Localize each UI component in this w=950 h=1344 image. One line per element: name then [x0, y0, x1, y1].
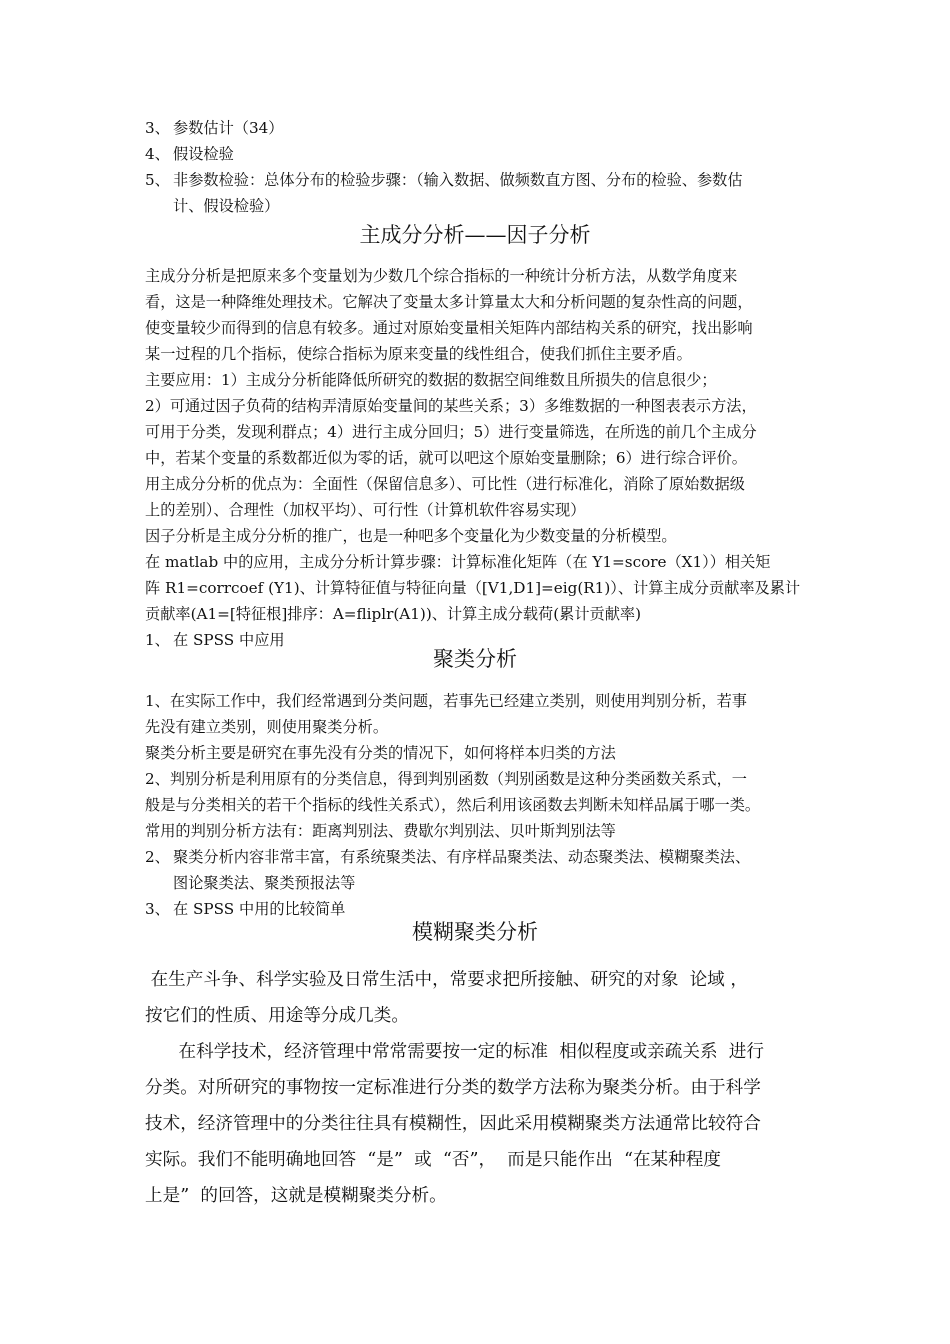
paragraph-line: 因子分析是主成分分析的推广，也是一种吧多个变量化为少数变量的分析模型。 — [145, 527, 677, 545]
paragraph-line: 在生产斗争、科学实验及日常生活中，常要求把所接触、研究的对象 论域 ， — [145, 970, 748, 990]
paragraph-line: 使变量较少而得到的信息有较多。通过对原始变量相关矩阵内部结构关系的研究，找出影响 — [145, 319, 753, 337]
list-item — [145, 115, 810, 141]
list-item — [145, 844, 810, 870]
section-body-pca — [145, 263, 810, 653]
paragraph-line: 按它们的性质、用途等分成几类。 — [145, 1006, 409, 1026]
paragraph-line: 用主成分分析的优点为：全面性（保留信息多）、可比性（进行标准化，消除了原始数据级 — [145, 475, 745, 493]
list-text: 参数估计（34） — [173, 119, 284, 137]
paragraph-line: 中，若某个变量的系数都近似为零的话，就可以吧这个原始变量删除；6）进行综合评价。 — [145, 449, 747, 467]
paragraph-line: 主要应用：1）主成分分析能降低所研究的数据的数据空间维数且所损失的信息很少； — [145, 371, 717, 389]
list-number: 2、 — [145, 848, 170, 866]
paragraph-line: 常用的判别分析方法有：距离判别法、费歇尔判别法、贝叶斯判别法等 — [145, 822, 616, 840]
paragraph-line: 某一过程的几个指标，使综合指标为原来变量的线性组合，使我们抓住主要矛盾。 — [145, 345, 692, 363]
list-item — [145, 167, 810, 193]
list-text: 在 SPSS 中应用 — [173, 631, 285, 649]
paragraph-line: 2）可通过因子负荷的结构弄清原始变量间的某些关系；3）多维数据的一种图表表示方法， — [145, 397, 757, 415]
paragraph-line: 贡献率(A1=[特征根]排序：A=fliplr(A1))、计算主成分载荷(累计贡献率) — [145, 605, 642, 623]
paragraph-line: 在 matlab 中的应用，主成分分析计算步骤：计算标准化矩阵（在 Y1=score（X1））相关矩 — [145, 553, 771, 571]
list-text: 在 SPSS 中用的比较简单 — [173, 900, 346, 918]
list-number: 3、 — [145, 900, 170, 918]
paragraph-line: 聚类分析主要是研究在事先没有分类的情况下，如何将样本归类的方法 — [145, 744, 616, 762]
paragraph-line: 技术，经济管理中的分类往往具有模糊性，因此采用模糊聚类方法通常比较符合 — [145, 1114, 761, 1134]
paragraph-line: 实际。我们不能明确地回答 “是” 或 “否”， 而是只能作出 “在某种程度 — [145, 1150, 721, 1170]
paragraph-line: 主成分分析是把原来多个变量划为少数几个综合指标的一种统计分析方法，从数学角度来 — [145, 267, 738, 285]
paragraph-line: 上是” 的回答，这就是模糊聚类分析。 — [145, 1186, 447, 1206]
list-text-continuation: 图论聚类法、聚类预报法等 — [173, 874, 356, 892]
list-number: 1、 — [145, 631, 170, 649]
paragraph-line: 分类。对所研究的事物按一定标准进行分类的数学方法称为聚类分析。由于科学 — [145, 1078, 761, 1098]
paragraph-line: 阵 R1=corrcoef (Y1)、计算特征值与特征向量（[V1,D1]=eig(R1)）、计算主成分贡献率及累计 — [145, 579, 801, 597]
list-text: 非参数检验：总体分布的检验步骤：（输入数据、做频数直方图、分布的检验、参数估 — [173, 171, 743, 189]
list-number: 3、 — [145, 119, 170, 137]
list-text: 假设检验 — [173, 145, 234, 163]
list-number: 4、 — [145, 145, 170, 163]
paragraph-line: 般是与分类相关的若干个指标的线性关系式），然后利用该函数去判断未知样品属于哪一类。 — [145, 796, 761, 814]
section-heading-fuzzy: 模糊聚类分析 — [412, 920, 538, 944]
intro-list — [145, 115, 810, 219]
list-number: 5、 — [145, 171, 170, 189]
paragraph-line: 上的差别）、合理性（加权平均）、可行性（计算机软件容易实现） — [145, 501, 586, 519]
list-text-continuation: 计、假设检验） — [173, 197, 280, 215]
section-body-fuzzy — [145, 962, 810, 1214]
section-heading-pca: 主成分分析——因子分析 — [359, 223, 591, 247]
list-text: 聚类分析内容非常丰富，有系统聚类法、有序样品聚类法、动态聚类法、模糊聚类法、 — [173, 848, 751, 866]
paragraph-line: 在科学技术，经济管理中常常需要按一定的标准 相似程度或亲疏关系 进行 — [145, 1042, 764, 1062]
paragraph-line: 可用于分类，发现利群点；4）进行主成分回归；5）进行变量筛选，在所选的前几个主成分 — [145, 423, 757, 441]
paragraph-line: 看，这是一种降维处理技术。它解决了变量太多计算量太大和分析问题的复杂性高的问题， — [145, 293, 753, 311]
list-item — [145, 141, 810, 167]
paragraph-line: 1、在实际工作中，我们经常遇到分类问题，若事先已经建立类别，则使用判别分析，若事 — [145, 692, 747, 710]
section-heading-cluster: 聚类分析 — [433, 647, 517, 671]
paragraph-line: 2、判别分析是利用原有的分类信息，得到判别函数（判别函数是这种分类函数关系式，一 — [145, 770, 747, 788]
paragraph-line: 先没有建立类别，则使用聚类分析。 — [145, 718, 388, 736]
section-body-cluster — [145, 688, 810, 922]
